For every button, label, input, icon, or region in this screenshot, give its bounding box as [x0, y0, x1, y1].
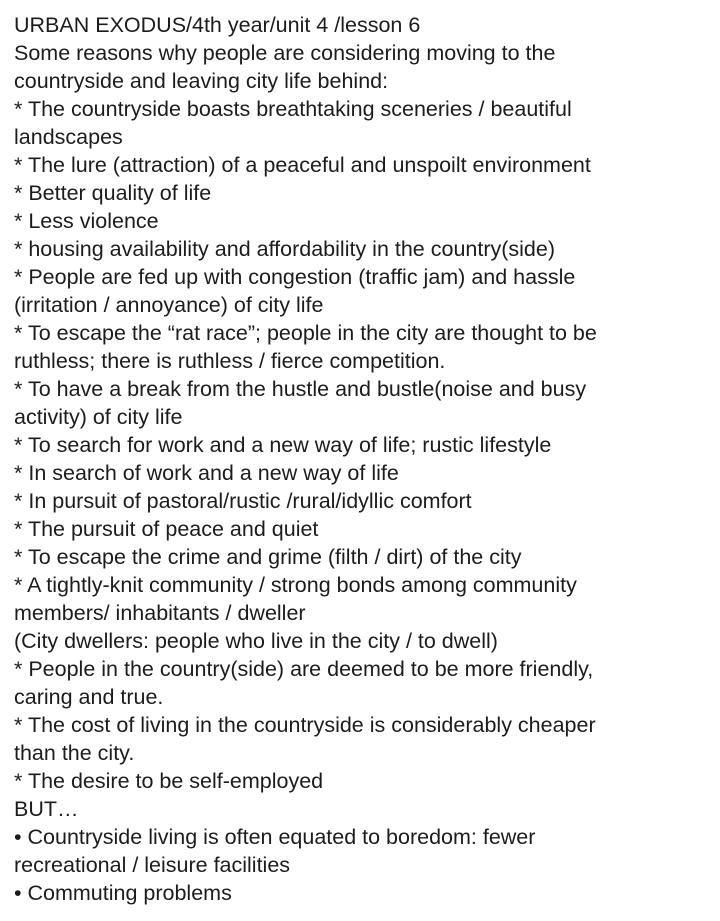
intro-line-1: Some reasons why people are considering moving to the [14, 41, 556, 65]
intro-line-2: countryside and leaving city life behind: [14, 69, 389, 93]
text-line: * Better quality of life [14, 181, 212, 205]
text-line: • Commuting problems [14, 881, 232, 905]
text-line: • Countryside living is often equated to boredom: fewer [14, 825, 536, 849]
document-text [14, 11, 714, 907]
text-line: than the city. [14, 741, 135, 765]
text-line: caring and true. [14, 685, 164, 709]
text-line: * A tightly-knit community / strong bonds among community [14, 573, 577, 597]
text-line: * People in the country(side) are deemed to be more friendly, [14, 657, 594, 681]
text-line: * To escape the crime and grime (filth / dirt) of the city [14, 545, 522, 569]
text-line: * The desire to be self-employed [14, 769, 324, 793]
text-line: * housing availability and affordability in the country(side) [14, 237, 555, 261]
text-line: * Less violence [14, 209, 159, 233]
text-line: * To escape the “rat race”; people in the city are thought to be [14, 321, 597, 345]
text-line: * In pursuit of pastoral/rustic /rural/idyllic comfort [14, 489, 472, 513]
but-heading: BUT… [14, 797, 79, 821]
text-line: * The cost of living in the countryside is considerably cheaper [14, 713, 596, 737]
text-line: * The countryside boasts breathtaking sceneries / beautiful [14, 97, 572, 121]
text-line: * To have a break from the hustle and bustle(noise and busy [14, 377, 587, 401]
text-line: (City dwellers: people who live in the city / to dwell) [14, 629, 498, 653]
text-line: * To search for work and a new way of life; rustic lifestyle [14, 433, 552, 457]
text-line: * The lure (attraction) of a peaceful and unspoilt environment [14, 153, 591, 177]
document-title: URBAN EXODUS/4th year/unit 4 /lesson 6 [14, 13, 421, 37]
text-line: * The pursuit of peace and quiet [14, 517, 319, 541]
text-line: (irritation / annoyance) of city life [14, 293, 324, 317]
text-line: activity) of city life [14, 405, 183, 429]
text-line: * In search of work and a new way of life [14, 461, 399, 485]
text-line: recreational / leisure facilities [14, 853, 291, 877]
text-line: * People are fed up with congestion (traffic jam) and hassle [14, 265, 576, 289]
text-line: landscapes [14, 125, 123, 149]
text-line: members/ inhabitants / dweller [14, 601, 306, 625]
text-line: ruthless; there is ruthless / fierce competition. [14, 349, 446, 373]
